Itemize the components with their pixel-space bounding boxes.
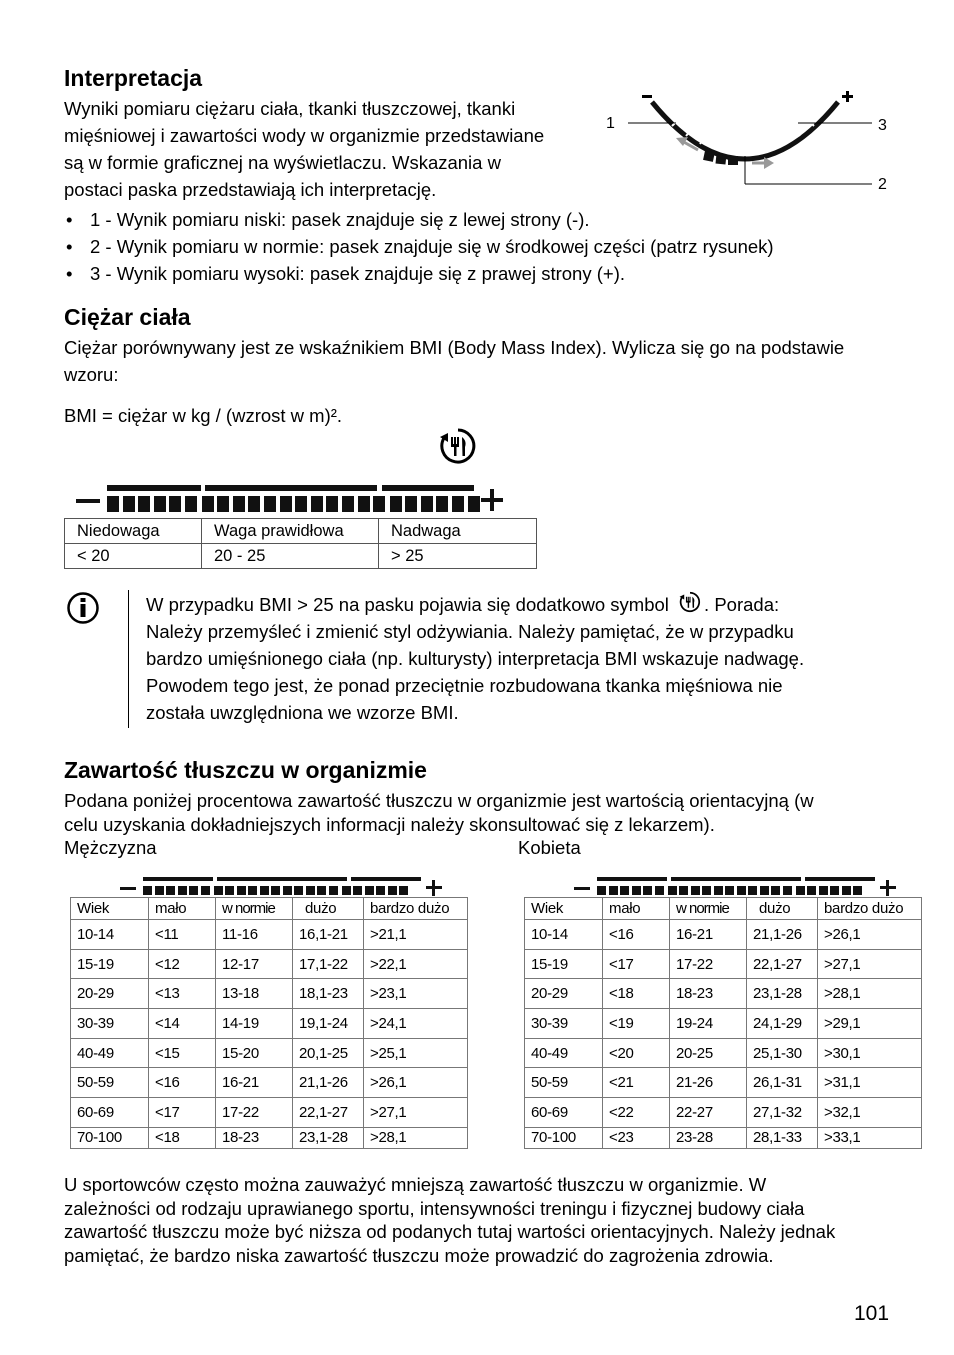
bar-square [679, 886, 688, 895]
table-cell: 18-23 [216, 1127, 293, 1148]
table-cell: 22-27 [670, 1098, 747, 1128]
para-line: postaci paska przedstawiają ich interpretację. [64, 179, 437, 200]
table-row [65, 519, 537, 544]
bar-square [643, 886, 652, 895]
weight-paragraph [64, 334, 914, 388]
interpretation-paragraph [64, 95, 604, 203]
bar-square [748, 886, 757, 895]
table-cell: 70-100 [525, 1127, 603, 1148]
table-row [525, 1098, 922, 1128]
bar-square [214, 886, 223, 895]
bar-square [714, 886, 723, 895]
page-number: 101 [854, 1302, 890, 1325]
bar-square [737, 886, 746, 895]
bar-square [760, 886, 769, 895]
bar-square [702, 886, 711, 895]
note-text: . Porada: [704, 594, 780, 615]
bar-square [271, 886, 280, 895]
bmi-note [146, 591, 906, 726]
table-cell: 20-29 [525, 979, 603, 1009]
figure-label-1: 1 [606, 115, 615, 132]
para-line: celu uzyskania dokładniejszych informacji należy skonsultować się z lekarzem). [64, 813, 715, 835]
interpretation-heading: Interpretacja [64, 65, 203, 91]
figure-label-2: 2 [878, 176, 887, 193]
table-row [71, 1098, 468, 1128]
bar-square [452, 496, 464, 512]
para-line: Wyniki pomiaru ciężaru ciała, tkanki tłuszczowej, tkanki [64, 98, 516, 119]
table-cell: 20-25 [670, 1038, 747, 1068]
bullet-item: • 2 - Wynik pomiaru w normie: pasek znajduje się w środkowej części (patrz rysunek) [64, 233, 904, 260]
table-row [525, 920, 922, 950]
bmi-formula: BMI = ciężar w kg / (wzrost w m)². [64, 405, 343, 426]
bar-square [436, 496, 448, 512]
bar-square [283, 886, 292, 895]
table-row [71, 979, 468, 1009]
bar-square [390, 496, 402, 512]
table-cell: 25,1-30 [747, 1038, 818, 1068]
figure-minus-sign [642, 95, 652, 98]
table-cell: <11 [149, 920, 216, 950]
table-header-row [525, 898, 922, 920]
table-cell: 26,1-31 [747, 1068, 818, 1098]
women-level-bar [574, 876, 899, 898]
table-cell: 10-14 [525, 920, 603, 950]
bar-square [107, 496, 119, 512]
table-header-row [71, 898, 468, 920]
bar-square [260, 886, 269, 895]
men-level-bar [120, 876, 445, 898]
bar-square [373, 496, 385, 512]
bar-square [326, 496, 338, 512]
table-cell: <20 [603, 1038, 670, 1068]
table-cell: 18,1-23 [293, 979, 364, 1009]
bar-square [166, 886, 175, 895]
bar-square [597, 886, 606, 895]
bar-square [620, 886, 629, 895]
note-line: Powodem tego jest, że ponad przeciętnie rozbudowana tkanka mięśniowa nie [146, 675, 783, 696]
bar-square [668, 886, 677, 895]
bar-square [853, 886, 862, 895]
bar-square [807, 886, 816, 895]
bullet-item: • 1 - Wynik pomiaru niski: pasek znajduje się z lewej strony (-). [64, 206, 904, 233]
bar-square [632, 886, 641, 895]
table-cell: >27,1 [818, 949, 922, 979]
table-row [71, 1038, 468, 1068]
bar-high-segment [351, 877, 421, 881]
table-cell: <16 [603, 920, 670, 950]
info-icon [66, 591, 100, 625]
bullet-item: • 3 - Wynik pomiaru wysoki: pasek znajduje się z prawej strony (+). [64, 260, 904, 287]
table-cell: <21 [603, 1068, 670, 1098]
header-normal: w normie [670, 898, 747, 920]
para-line: Podana poniżej procentowa zawartość tłuszczu w organizmie jest wartością orientacyjną (w [64, 790, 814, 811]
table-cell: >29,1 [818, 1009, 922, 1039]
bar-square [353, 886, 362, 895]
bar-square [783, 886, 792, 895]
table-cell: 10-14 [71, 920, 149, 950]
table-cell: 30-39 [71, 1009, 149, 1039]
bar-high-segment [805, 877, 875, 881]
bar-minus-sign [120, 887, 136, 890]
table-cell: >30,1 [818, 1038, 922, 1068]
header-high: dużo [747, 898, 818, 920]
para-line: U sportowców często można zauważyć mniejszą zawartość tłuszczu w organizmie. W [64, 1174, 767, 1195]
table-cell: 13-18 [216, 979, 293, 1009]
table-cell: 21,1-26 [293, 1068, 364, 1098]
bar-squares [143, 886, 411, 896]
table-cell: <22 [603, 1098, 670, 1128]
bar-plus-sign [880, 880, 896, 896]
para-line: są w formie graficznej na wyświetlaczu. Wskazania w [64, 152, 501, 173]
bar-square [189, 886, 198, 895]
table-cell: <18 [603, 979, 670, 1009]
table-row [71, 949, 468, 979]
para-line: Ciężar porównywany jest ze wskaźnikiem BMI (Body Mass Index). Wylicza się go na podstawie [64, 337, 845, 358]
bar-square [143, 886, 152, 895]
figure-plus-sign [842, 91, 853, 102]
bar-normal-segment [671, 877, 801, 881]
bar-square [365, 886, 374, 895]
bar-square [169, 496, 181, 512]
header-normal: w normie [216, 898, 293, 920]
bar-square [842, 886, 851, 895]
header-high: dużo [293, 898, 364, 920]
table-cell: 40-49 [525, 1038, 603, 1068]
para-line: zależności od rodzaju uprawianego sportu, intensywności treningu i fizycznej budowy ciała [64, 1197, 805, 1219]
table-cell: 16,1-21 [293, 920, 364, 950]
bar-square [264, 496, 276, 512]
bar-plus-sign [481, 489, 503, 511]
bar-squares [107, 496, 483, 512]
note-line-1 [146, 591, 906, 618]
table-cell: 21,1-26 [747, 920, 818, 950]
bar-square [609, 886, 618, 895]
table-cell: 17,1-22 [293, 949, 364, 979]
bar-square [123, 496, 135, 512]
table-cell: >24,1 [364, 1009, 468, 1039]
bar-minus-sign [76, 499, 100, 503]
table-row [71, 1009, 468, 1039]
bar-square [342, 496, 354, 512]
bar-square [358, 496, 370, 512]
table-row [525, 949, 922, 979]
men-fat-table [70, 897, 468, 1149]
bar-low-segment [597, 877, 667, 881]
bar-square [225, 886, 234, 895]
bar-square [329, 886, 338, 895]
table-row [525, 979, 922, 1009]
table-cell: 24,1-29 [747, 1009, 818, 1039]
table-cell: 14-19 [216, 1009, 293, 1039]
table-cell: <14 [149, 1009, 216, 1039]
bar-square [388, 886, 397, 895]
interpretation-bullets [64, 206, 904, 287]
table-cell: 15-20 [216, 1038, 293, 1068]
bmi-header-normal: Waga prawidłowa [202, 519, 379, 544]
bar-low-segment [107, 485, 201, 491]
para-line: zawartość tłuszczu może być niższa od podanych tutaj wartości orientacyjnych. Należy jednak [64, 1221, 836, 1242]
table-cell: >28,1 [818, 979, 922, 1009]
interpretation-figure [600, 86, 900, 198]
note-line: bardzo umięśnionego ciała (np. kulturysty) interpretacja BMI wskazuje nadwagę. [146, 648, 805, 669]
para-line: pamiętać, że bardzo niska zawartość tłuszczu może prowadzić do zagrożenia zdrowia. [64, 1244, 774, 1266]
header-age: Wiek [525, 898, 603, 920]
table-row [65, 544, 537, 569]
bar-normal-segment [217, 877, 347, 881]
table-cell: 16-21 [216, 1068, 293, 1098]
table-cell: 27,1-32 [747, 1098, 818, 1128]
bar-square [421, 496, 433, 512]
table-cell: 50-59 [525, 1068, 603, 1098]
table-cell: <17 [149, 1098, 216, 1128]
table-cell: 18-23 [670, 979, 747, 1009]
table-cell: 22,1-27 [293, 1098, 364, 1128]
table-cell: >27,1 [364, 1098, 468, 1128]
table-row [525, 1127, 922, 1148]
bmi-level-bar [76, 483, 506, 515]
table-cell: >26,1 [818, 920, 922, 950]
closing-paragraph [64, 1173, 934, 1267]
bar-square [185, 496, 197, 512]
table-row [525, 1038, 922, 1068]
bar-square [311, 496, 323, 512]
bar-square [405, 496, 417, 512]
table-cell: 15-19 [71, 949, 149, 979]
table-cell: >21,1 [364, 920, 468, 950]
table-cell: >33,1 [818, 1127, 922, 1148]
table-row [71, 920, 468, 950]
table-cell: >25,1 [364, 1038, 468, 1068]
bar-square [248, 886, 257, 895]
bar-square [138, 496, 150, 512]
table-row [71, 1068, 468, 1098]
women-label: Kobieta [518, 837, 581, 858]
bar-square [819, 886, 828, 895]
para-line: wzoru: [64, 364, 119, 385]
bar-squares [597, 886, 865, 896]
bmi-table [64, 518, 537, 569]
table-cell: 28,1-33 [747, 1127, 818, 1148]
table-cell: 23,1-28 [293, 1127, 364, 1148]
bar-square [655, 886, 664, 895]
bar-square [317, 886, 326, 895]
bar-square [342, 886, 351, 895]
bar-square [237, 886, 246, 895]
table-row [525, 1009, 922, 1039]
bar-normal-segment [205, 485, 377, 491]
bar-square [830, 886, 839, 895]
table-cell: <23 [603, 1127, 670, 1148]
bar-square [201, 886, 210, 895]
table-cell: >23,1 [364, 979, 468, 1009]
table-cell: >22,1 [364, 949, 468, 979]
table-cell: >31,1 [818, 1068, 922, 1098]
bmi-value-overweight: > 25 [379, 544, 537, 569]
fat-heading: Zawartość tłuszczu w organizmie [64, 757, 427, 783]
fat-paragraph [64, 789, 924, 836]
table-cell: 17-22 [670, 949, 747, 979]
table-cell: >28,1 [364, 1127, 468, 1148]
bar-square [154, 496, 166, 512]
table-cell: 19,1-24 [293, 1009, 364, 1039]
figure-label-3: 3 [878, 117, 887, 134]
table-cell: 16-21 [670, 920, 747, 950]
table-cell: 19-24 [670, 1009, 747, 1039]
table-cell: >26,1 [364, 1068, 468, 1098]
table-cell: <18 [149, 1127, 216, 1148]
table-cell: >32,1 [818, 1098, 922, 1128]
table-cell: 60-69 [71, 1098, 149, 1128]
header-low: mało [603, 898, 670, 920]
table-row [525, 1068, 922, 1098]
table-cell: 15-19 [525, 949, 603, 979]
bar-square [771, 886, 780, 895]
header-low: mało [149, 898, 216, 920]
para-line: mięśniowej i zawartości wody w organizmie przedstawiane [64, 125, 545, 146]
bar-square [796, 886, 805, 895]
bar-high-segment [382, 485, 474, 491]
note-divider [128, 590, 129, 728]
bmi-value-normal: 20 - 25 [202, 544, 379, 569]
table-cell: 20,1-25 [293, 1038, 364, 1068]
bar-square [468, 496, 480, 512]
note-text: W przypadku BMI > 25 na pasku pojawia się dodatkowo symbol [146, 594, 669, 615]
note-line: została uwzględniona we wzorze BMI. [146, 702, 459, 723]
bar-low-segment [143, 877, 213, 881]
table-cell: 50-59 [71, 1068, 149, 1098]
bar-square [280, 496, 292, 512]
bmi-header-overweight: Nadwaga [379, 519, 537, 544]
bar-plus-sign [426, 880, 442, 896]
header-age: Wiek [71, 898, 149, 920]
bar-square [294, 886, 303, 895]
bar-square [217, 496, 229, 512]
bar-square [233, 496, 245, 512]
bar-square [202, 496, 214, 512]
header-very-high: bardzo dużo [364, 898, 468, 920]
bar-square [376, 886, 385, 895]
bar-square [306, 886, 315, 895]
weight-heading: Ciężar ciała [64, 304, 191, 330]
bmi-header-underweight: Niedowaga [65, 519, 202, 544]
table-cell: 23,1-28 [747, 979, 818, 1009]
table-cell: 21-26 [670, 1068, 747, 1098]
table-cell: 70-100 [71, 1127, 149, 1148]
note-line: Należy przemyśleć i zmienić styl odżywiania. Należy pamiętać, że w przypadku [146, 621, 794, 642]
table-cell: 11-16 [216, 920, 293, 950]
bar-square [248, 496, 260, 512]
table-cell: <12 [149, 949, 216, 979]
table-cell: <16 [149, 1068, 216, 1098]
table-cell: 23-28 [670, 1127, 747, 1148]
table-cell: 22,1-27 [747, 949, 818, 979]
table-cell: 12-17 [216, 949, 293, 979]
bar-minus-sign [574, 887, 590, 890]
bmi-value-underweight: < 20 [65, 544, 202, 569]
bar-square [691, 886, 700, 895]
diet-icon [438, 427, 478, 465]
table-row [71, 1127, 468, 1148]
table-cell: 20-29 [71, 979, 149, 1009]
table-cell: 17-22 [216, 1098, 293, 1128]
table-cell: 60-69 [525, 1098, 603, 1128]
table-cell: <19 [603, 1009, 670, 1039]
bar-square [725, 886, 734, 895]
bar-square [399, 886, 408, 895]
table-cell: <17 [603, 949, 670, 979]
bar-square [178, 886, 187, 895]
table-cell: <15 [149, 1038, 216, 1068]
bar-square [295, 496, 307, 512]
table-cell: 40-49 [71, 1038, 149, 1068]
diet-icon [678, 591, 702, 613]
men-label: Mężczyzna [64, 837, 157, 858]
header-very-high: bardzo dużo [818, 898, 922, 920]
women-fat-table [524, 897, 922, 1149]
bar-square [155, 886, 164, 895]
table-cell: 30-39 [525, 1009, 603, 1039]
table-cell: <13 [149, 979, 216, 1009]
